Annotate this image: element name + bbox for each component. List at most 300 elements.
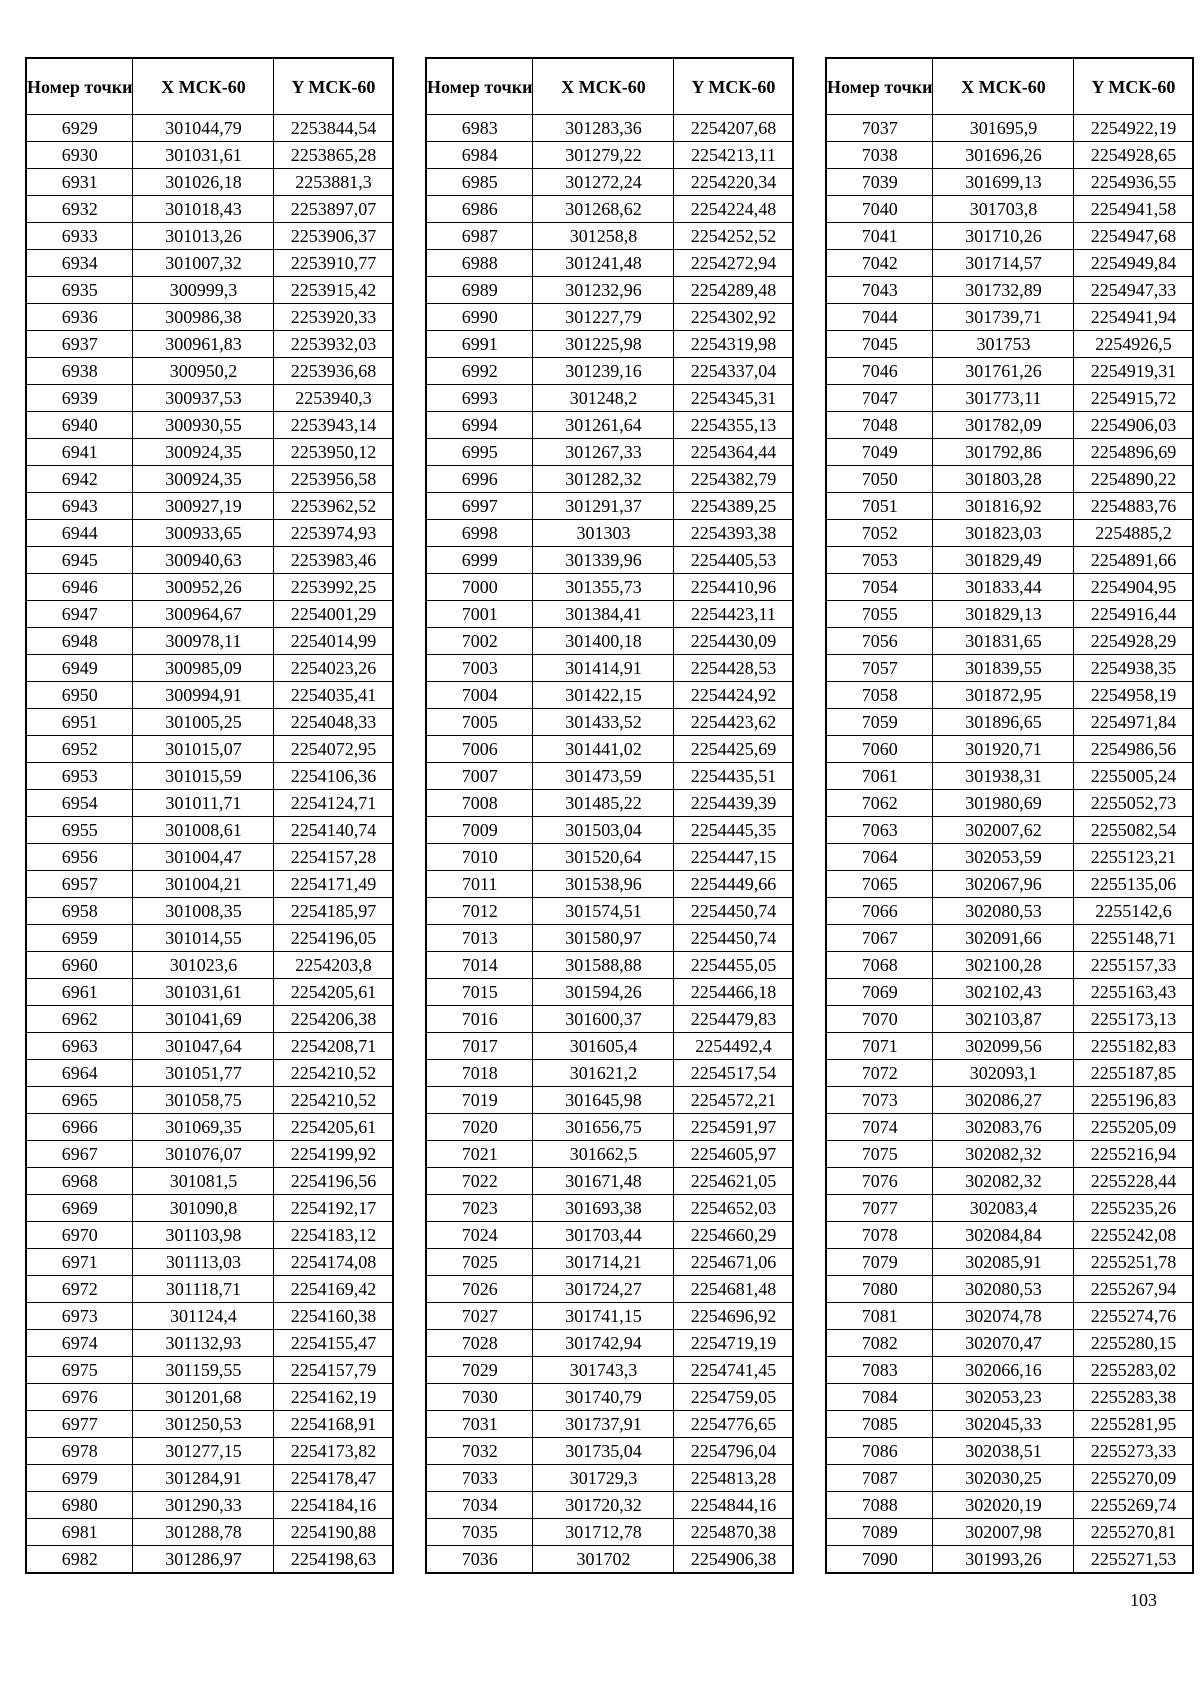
header-y: Y МСК-60 [1074,58,1194,115]
x-coordinate-cell: 301290,33 [133,1492,274,1519]
point-number-cell: 6970 [26,1222,133,1249]
point-number-cell: 6972 [26,1276,133,1303]
point-number-cell: 7061 [826,763,933,790]
table-row [826,1249,1193,1276]
point-number-cell: 6997 [426,493,533,520]
x-coordinate-cell: 301714,21 [533,1249,674,1276]
y-coordinate-cell: 2255205,09 [1074,1114,1194,1141]
y-coordinate-cell: 2253920,33 [274,304,394,331]
y-coordinate-cell: 2254423,62 [674,709,794,736]
point-number-cell: 7043 [826,277,933,304]
point-number-cell: 6942 [26,466,133,493]
point-number-cell: 7068 [826,952,933,979]
coordinates-table-2 [425,57,794,1574]
y-coordinate-cell: 2255228,44 [1074,1168,1194,1195]
point-number-cell: 7016 [426,1006,533,1033]
table-row [826,493,1193,520]
y-coordinate-cell: 2254450,74 [674,898,794,925]
header-row [426,58,793,115]
y-coordinate-cell: 2254199,92 [274,1141,394,1168]
y-coordinate-cell: 2254302,92 [674,304,794,331]
y-coordinate-cell: 2254206,38 [274,1006,394,1033]
table-row [26,520,393,547]
point-number-cell: 7079 [826,1249,933,1276]
table-row [826,979,1193,1006]
x-coordinate-cell: 301938,31 [933,763,1074,790]
y-coordinate-cell: 2254410,96 [674,574,794,601]
point-number-cell: 7064 [826,844,933,871]
table-row [26,1465,393,1492]
y-coordinate-cell: 2254210,52 [274,1087,394,1114]
point-number-cell: 7052 [826,520,933,547]
y-coordinate-cell: 2254466,18 [674,979,794,1006]
point-number-cell: 7074 [826,1114,933,1141]
y-coordinate-cell: 2254906,03 [1074,412,1194,439]
point-number-cell: 6945 [26,547,133,574]
point-number-cell: 6961 [26,979,133,1006]
y-coordinate-cell: 2255267,94 [1074,1276,1194,1303]
table-row [826,925,1193,952]
table-row [826,628,1193,655]
x-coordinate-cell: 300940,63 [133,547,274,574]
point-number-cell: 6985 [426,169,533,196]
point-number-cell: 7049 [826,439,933,466]
point-number-cell: 6991 [426,331,533,358]
x-coordinate-cell: 301201,68 [133,1384,274,1411]
point-number-cell: 7002 [426,628,533,655]
point-number-cell: 6934 [26,250,133,277]
table-row [26,952,393,979]
table-row [26,412,393,439]
point-number-cell: 7034 [426,1492,533,1519]
y-coordinate-cell: 2254922,19 [1074,115,1194,142]
y-coordinate-cell: 2253950,12 [274,439,394,466]
table-row [826,682,1193,709]
y-coordinate-cell: 2255283,02 [1074,1357,1194,1384]
point-number-cell: 7057 [826,655,933,682]
point-number-cell: 6999 [426,547,533,574]
x-coordinate-cell: 301051,77 [133,1060,274,1087]
table-row [426,1222,793,1249]
x-coordinate-cell: 301069,35 [133,1114,274,1141]
x-coordinate-cell: 301693,38 [533,1195,674,1222]
point-number-cell: 6984 [426,142,533,169]
x-coordinate-cell: 301896,65 [933,709,1074,736]
table-row [26,655,393,682]
y-coordinate-cell: 2254393,38 [674,520,794,547]
point-number-cell: 6946 [26,574,133,601]
table-row [426,601,793,628]
point-number-cell: 7005 [426,709,533,736]
x-coordinate-cell: 301422,15 [533,682,674,709]
point-number-cell: 7083 [826,1357,933,1384]
x-coordinate-cell: 301279,22 [533,142,674,169]
table-row [826,1168,1193,1195]
y-coordinate-cell: 2255082,54 [1074,817,1194,844]
y-coordinate-cell: 2253932,03 [274,331,394,358]
point-number-cell: 6937 [26,331,133,358]
y-coordinate-cell: 2255271,53 [1074,1546,1194,1574]
point-number-cell: 6933 [26,223,133,250]
y-coordinate-cell: 2253906,37 [274,223,394,250]
x-coordinate-cell: 301656,75 [533,1114,674,1141]
point-number-cell: 6971 [26,1249,133,1276]
table-row [426,277,793,304]
point-number-cell: 7011 [426,871,533,898]
table-row [426,1384,793,1411]
x-coordinate-cell: 301384,41 [533,601,674,628]
table-row [426,844,793,871]
x-coordinate-cell: 301044,79 [133,115,274,142]
y-coordinate-cell: 2254741,45 [674,1357,794,1384]
point-number-cell: 6964 [26,1060,133,1087]
x-coordinate-cell: 302066,16 [933,1357,1074,1384]
y-coordinate-cell: 2254479,83 [674,1006,794,1033]
y-coordinate-cell: 2254157,79 [274,1357,394,1384]
x-coordinate-cell: 300985,09 [133,655,274,682]
table-row [426,1006,793,1033]
point-number-cell: 7053 [826,547,933,574]
table-row [826,790,1193,817]
x-coordinate-cell: 301710,26 [933,223,1074,250]
point-number-cell: 6969 [26,1195,133,1222]
point-number-cell: 7018 [426,1060,533,1087]
x-coordinate-cell: 301011,71 [133,790,274,817]
table-row [426,979,793,1006]
table-row [26,736,393,763]
point-number-cell: 6949 [26,655,133,682]
y-coordinate-cell: 2254213,11 [674,142,794,169]
y-coordinate-cell: 2254155,47 [274,1330,394,1357]
table-row [426,1276,793,1303]
table-row [426,331,793,358]
table-row [26,1222,393,1249]
y-coordinate-cell: 2255187,85 [1074,1060,1194,1087]
point-number-cell: 7069 [826,979,933,1006]
x-coordinate-cell: 302080,53 [933,1276,1074,1303]
point-number-cell: 7024 [426,1222,533,1249]
y-coordinate-cell: 2254844,16 [674,1492,794,1519]
point-number-cell: 7001 [426,601,533,628]
x-coordinate-cell: 301782,09 [933,412,1074,439]
y-coordinate-cell: 2254439,39 [674,790,794,817]
y-coordinate-cell: 2254345,31 [674,385,794,412]
point-number-cell: 7021 [426,1141,533,1168]
y-coordinate-cell: 2254671,06 [674,1249,794,1276]
table-row [26,1384,393,1411]
y-coordinate-cell: 2253962,52 [274,493,394,520]
table-row [26,1357,393,1384]
x-coordinate-cell: 301282,32 [533,466,674,493]
x-coordinate-cell: 301258,8 [533,223,674,250]
table-row [26,709,393,736]
point-number-cell: 6979 [26,1465,133,1492]
table-row [426,790,793,817]
table-row [26,1411,393,1438]
x-coordinate-cell: 302038,51 [933,1438,1074,1465]
point-number-cell: 7050 [826,466,933,493]
table-row [426,1465,793,1492]
x-coordinate-cell: 301441,02 [533,736,674,763]
point-number-cell: 7009 [426,817,533,844]
x-coordinate-cell: 301993,26 [933,1546,1074,1574]
point-number-cell: 7004 [426,682,533,709]
y-coordinate-cell: 2254423,11 [674,601,794,628]
x-coordinate-cell: 302093,1 [933,1060,1074,1087]
y-coordinate-cell: 2255281,95 [1074,1411,1194,1438]
point-number-cell: 7082 [826,1330,933,1357]
table-row [826,1276,1193,1303]
x-coordinate-cell: 301803,28 [933,466,1074,493]
y-coordinate-cell: 2255270,09 [1074,1465,1194,1492]
point-number-cell: 7020 [426,1114,533,1141]
point-number-cell: 7087 [826,1465,933,1492]
point-number-cell: 6990 [426,304,533,331]
y-coordinate-cell: 2254885,2 [1074,520,1194,547]
x-coordinate-cell: 301741,15 [533,1303,674,1330]
point-number-cell: 6959 [26,925,133,952]
x-coordinate-cell: 301023,6 [133,952,274,979]
table-row [826,304,1193,331]
y-coordinate-cell: 2255269,74 [1074,1492,1194,1519]
table-row [426,1519,793,1546]
y-coordinate-cell: 2254106,36 [274,763,394,790]
x-coordinate-cell: 301277,15 [133,1438,274,1465]
table-row [426,358,793,385]
x-coordinate-cell: 301248,2 [533,385,674,412]
table-row [826,1195,1193,1222]
x-coordinate-cell: 301339,96 [533,547,674,574]
table-row [826,1438,1193,1465]
y-coordinate-cell: 2254696,92 [674,1303,794,1330]
y-coordinate-cell: 2254160,38 [274,1303,394,1330]
table-row [826,1519,1193,1546]
x-coordinate-cell: 301303 [533,520,674,547]
table-row [826,1006,1193,1033]
point-number-cell: 7025 [426,1249,533,1276]
table-row [26,1519,393,1546]
table-row [826,1033,1193,1060]
table-row [826,844,1193,871]
x-coordinate-cell: 302102,43 [933,979,1074,1006]
x-coordinate-cell: 301225,98 [533,331,674,358]
y-coordinate-cell: 2254173,82 [274,1438,394,1465]
page-number: 103 [1130,1590,1157,1610]
y-coordinate-cell: 2254660,29 [674,1222,794,1249]
table-row [426,196,793,223]
table-row [826,1303,1193,1330]
y-coordinate-cell: 2255280,15 [1074,1330,1194,1357]
x-coordinate-cell: 301004,21 [133,871,274,898]
y-coordinate-cell: 2254196,05 [274,925,394,952]
x-coordinate-cell: 302086,27 [933,1087,1074,1114]
table-row [426,925,793,952]
point-number-cell: 7033 [426,1465,533,1492]
point-number-cell: 7008 [426,790,533,817]
table-row [426,1357,793,1384]
point-number-cell: 6998 [426,520,533,547]
table-row [26,898,393,925]
point-number-cell: 7045 [826,331,933,358]
point-number-cell: 6962 [26,1006,133,1033]
header-point-number: Номер точки [826,58,933,115]
point-number-cell: 7017 [426,1033,533,1060]
point-number-cell: 6977 [26,1411,133,1438]
y-coordinate-cell: 2254252,52 [674,223,794,250]
y-coordinate-cell: 2254928,29 [1074,628,1194,655]
x-coordinate-cell: 301058,75 [133,1087,274,1114]
table-row [26,115,393,142]
y-coordinate-cell: 2254207,68 [674,115,794,142]
header-x: X МСК-60 [133,58,274,115]
x-coordinate-cell: 301538,96 [533,871,674,898]
point-number-cell: 7075 [826,1141,933,1168]
point-number-cell: 6981 [26,1519,133,1546]
y-coordinate-cell: 2254190,88 [274,1519,394,1546]
x-coordinate-cell: 301159,55 [133,1357,274,1384]
table-row [426,115,793,142]
table-row [26,1060,393,1087]
point-number-cell: 6978 [26,1438,133,1465]
x-coordinate-cell: 301047,64 [133,1033,274,1060]
x-coordinate-cell: 301118,71 [133,1276,274,1303]
point-number-cell: 7007 [426,763,533,790]
y-coordinate-cell: 2254813,28 [674,1465,794,1492]
y-coordinate-cell: 2255270,81 [1074,1519,1194,1546]
table-row [26,1303,393,1330]
table-row [26,1141,393,1168]
table-row [426,1195,793,1222]
table-body [426,115,793,1574]
y-coordinate-cell: 2254916,44 [1074,601,1194,628]
x-coordinate-cell: 301839,55 [933,655,1074,682]
table-row [826,169,1193,196]
x-coordinate-cell: 301816,92 [933,493,1074,520]
y-coordinate-cell: 2254971,84 [1074,709,1194,736]
point-number-cell: 7088 [826,1492,933,1519]
table-row [426,1303,793,1330]
x-coordinate-cell: 302007,62 [933,817,1074,844]
x-coordinate-cell: 301662,5 [533,1141,674,1168]
point-number-cell: 7085 [826,1411,933,1438]
point-number-cell: 7044 [826,304,933,331]
x-coordinate-cell: 302103,87 [933,1006,1074,1033]
table-row [426,763,793,790]
table-row [826,1330,1193,1357]
point-number-cell: 7027 [426,1303,533,1330]
point-number-cell: 7019 [426,1087,533,1114]
table-row [26,493,393,520]
table-row [426,1546,793,1574]
table-row [826,601,1193,628]
point-number-cell: 7036 [426,1546,533,1574]
point-number-cell: 7012 [426,898,533,925]
point-number-cell: 7090 [826,1546,933,1574]
x-coordinate-cell: 301013,26 [133,223,274,250]
x-coordinate-cell: 301594,26 [533,979,674,1006]
y-coordinate-cell: 2254355,13 [674,412,794,439]
y-coordinate-cell: 2254014,99 [274,628,394,655]
x-coordinate-cell: 301414,91 [533,655,674,682]
point-number-cell: 6963 [26,1033,133,1060]
table-header [26,58,393,115]
x-coordinate-cell: 301743,3 [533,1357,674,1384]
point-number-cell: 6955 [26,817,133,844]
table-row [826,871,1193,898]
point-number-cell: 7026 [426,1276,533,1303]
y-coordinate-cell: 2254035,41 [274,682,394,709]
x-coordinate-cell: 301005,25 [133,709,274,736]
point-number-cell: 7078 [826,1222,933,1249]
coordinates-table-1 [25,57,394,1574]
y-coordinate-cell: 2254272,94 [674,250,794,277]
table-row [26,1033,393,1060]
x-coordinate-cell: 301283,36 [533,115,674,142]
point-number-cell: 7067 [826,925,933,952]
y-coordinate-cell: 2254072,95 [274,736,394,763]
table-row [826,1114,1193,1141]
y-coordinate-cell: 2253940,3 [274,385,394,412]
table-row [26,385,393,412]
x-coordinate-cell: 302099,56 [933,1033,1074,1060]
table-row [426,493,793,520]
table-row [426,1438,793,1465]
x-coordinate-cell: 301007,32 [133,250,274,277]
x-coordinate-cell: 300994,91 [133,682,274,709]
table-row [26,358,393,385]
x-coordinate-cell: 301232,96 [533,277,674,304]
point-number-cell: 7031 [426,1411,533,1438]
table-row [426,1141,793,1168]
table-row [426,1087,793,1114]
point-number-cell: 6941 [26,439,133,466]
x-coordinate-cell: 300964,67 [133,601,274,628]
table-row [826,1357,1193,1384]
x-coordinate-cell: 301485,22 [533,790,674,817]
table-row [26,682,393,709]
y-coordinate-cell: 2254220,34 [674,169,794,196]
x-coordinate-cell: 302053,59 [933,844,1074,871]
x-coordinate-cell: 300952,26 [133,574,274,601]
x-coordinate-cell: 301113,03 [133,1249,274,1276]
coordinates-table-3 [825,57,1194,1574]
x-coordinate-cell: 301720,32 [533,1492,674,1519]
x-coordinate-cell: 301132,93 [133,1330,274,1357]
point-number-cell: 6996 [426,466,533,493]
point-number-cell: 7038 [826,142,933,169]
point-number-cell: 7089 [826,1519,933,1546]
y-coordinate-cell: 2254405,53 [674,547,794,574]
y-coordinate-cell: 2254157,28 [274,844,394,871]
x-coordinate-cell: 301031,61 [133,979,274,1006]
table-row [426,466,793,493]
point-number-cell: 7040 [826,196,933,223]
y-coordinate-cell: 2253943,14 [274,412,394,439]
table-row [426,1114,793,1141]
table-row [426,304,793,331]
y-coordinate-cell: 2253865,28 [274,142,394,169]
y-coordinate-cell: 2254919,31 [1074,358,1194,385]
point-number-cell: 6989 [426,277,533,304]
x-coordinate-cell: 301714,57 [933,250,1074,277]
x-coordinate-cell: 301600,37 [533,1006,674,1033]
x-coordinate-cell: 301076,07 [133,1141,274,1168]
y-coordinate-cell: 2254162,19 [274,1384,394,1411]
y-coordinate-cell: 2253983,46 [274,547,394,574]
table-row [826,412,1193,439]
point-number-cell: 7047 [826,385,933,412]
y-coordinate-cell: 2254174,08 [274,1249,394,1276]
